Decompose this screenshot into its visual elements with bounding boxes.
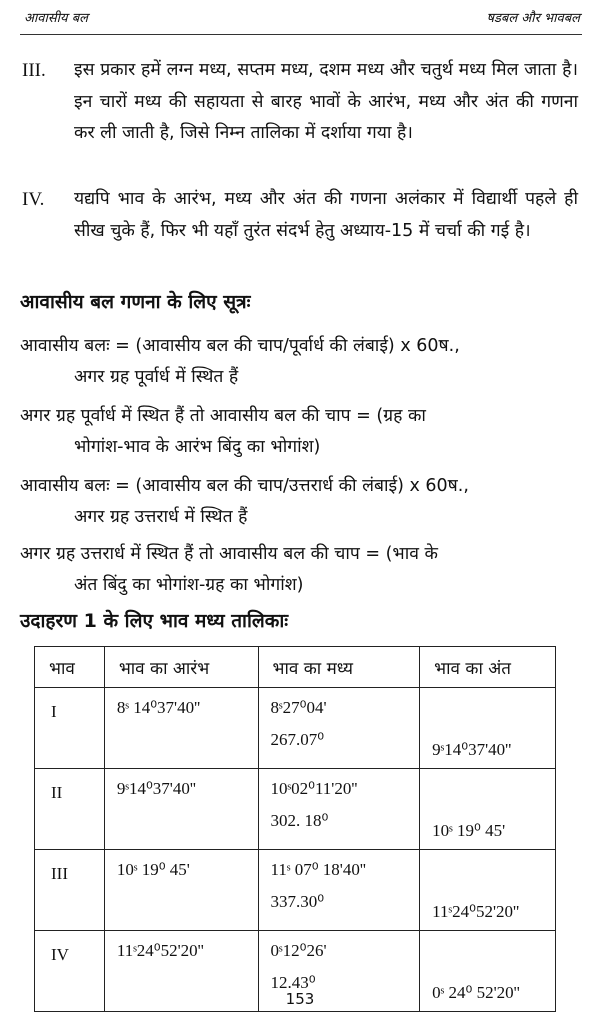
cell-end-value: 0ˢ 24⁰ 52'20'' xyxy=(432,983,520,1002)
bhava-madhya-table xyxy=(34,646,556,1012)
cell-mid-degrees: 337.30⁰ xyxy=(270,892,325,911)
header-left-title: आवासीय बल xyxy=(24,11,88,26)
formula-3 xyxy=(20,471,564,533)
formula-line-continued: अगर ग्रह पूर्वार्ध में स्थित हैं xyxy=(74,367,239,387)
cell-mid-value: 11ˢ 07⁰ 18'40'' xyxy=(270,860,366,879)
formula-line-continued: अगर ग्रह उत्तरार्ध में स्थित हैं xyxy=(74,507,248,527)
cell-bhava: IV xyxy=(35,931,105,1012)
table-header-row xyxy=(35,647,556,688)
cell-mid-value: 10ˢ02⁰11'20'' xyxy=(270,779,358,798)
formula-line-continued: भोगांश-भाव के आरंभ बिंदु का भोगांश) xyxy=(74,437,321,457)
cell-end xyxy=(420,850,556,931)
list-item-number: III. xyxy=(22,60,46,81)
cell-bhava: II xyxy=(35,769,105,850)
cell-mid xyxy=(258,688,420,769)
cell-start-value: 10ˢ 19⁰ 45' xyxy=(116,860,190,879)
column-header-mid: भाव का मध्य xyxy=(258,647,420,688)
formula-1 xyxy=(20,331,564,393)
formula-4 xyxy=(20,539,564,601)
cell-bhava: III xyxy=(35,850,105,931)
table-row xyxy=(35,688,556,769)
cell-mid-degrees: 12.43⁰ xyxy=(270,973,316,992)
header-right-title: षडबल और भावबल xyxy=(486,11,580,26)
cell-end-value: 10ˢ 19⁰ 45' xyxy=(432,821,506,840)
header-rule xyxy=(20,34,582,35)
column-header-end: भाव का अंत xyxy=(420,647,556,688)
table-row xyxy=(35,769,556,850)
cell-end xyxy=(420,688,556,769)
cell-end xyxy=(420,769,556,850)
page-number: 153 xyxy=(285,990,315,1008)
cell-end-value: 11ˢ24⁰52'20'' xyxy=(432,902,520,921)
cell-mid xyxy=(258,769,420,850)
formula-line: आवासीय बलः = (आवासीय बल की चाप/पूर्वार्ध की लंबाई) x 60ष., xyxy=(20,336,460,356)
formula-line: अगर ग्रह उत्तरार्ध में स्थित हैं तो आवासीय बल की चाप = (भाव के xyxy=(20,544,438,564)
formula-heading: आवासीय बल गणना के लिए सूत्रः xyxy=(20,291,251,313)
cell-start-value: 8ˢ 14⁰37'40'' xyxy=(116,698,201,717)
cell-start xyxy=(104,850,258,931)
cell-bhava: I xyxy=(35,688,105,769)
page-header xyxy=(24,8,580,32)
cell-mid xyxy=(258,850,420,931)
column-header-start: भाव का आरंभ xyxy=(104,647,258,688)
cell-start xyxy=(104,769,258,850)
list-item-number: IV. xyxy=(22,189,45,210)
cell-mid-value: 8ˢ27⁰04' xyxy=(270,698,327,717)
list-item-text: इस प्रकार हमें लग्न मध्य, सप्तम मध्य, दशम मध्य और चतुर्थ मध्य मिल जाता है। इन चारों मध्य की सहायता से बारह भावों के आरंभ, मध्य और अंत की गणना कर ली जाती है, जिसे निम्न तालिका में दर्शाया गया है। xyxy=(74,60,578,143)
cell-mid-value: 0ˢ12⁰26' xyxy=(270,941,327,960)
table-row xyxy=(35,850,556,931)
cell-start-value: 11ˢ24⁰52'20'' xyxy=(116,941,204,960)
formula-line-continued: अंत बिंदु का भोगांश-ग्रह का भोगांश) xyxy=(74,575,304,595)
formula-line: अगर ग्रह पूर्वार्ध में स्थित हैं तो आवासीय बल की चाप = (ग्रह का xyxy=(20,406,426,426)
column-header-bhava: भाव xyxy=(35,647,105,688)
table-heading: उदाहरण 1 के लिए भाव मध्य तालिकाः xyxy=(20,610,289,632)
cell-mid-degrees: 302. 18⁰ xyxy=(270,811,329,830)
cell-start-value: 9ˢ14⁰37'40'' xyxy=(116,779,196,798)
cell-mid-degrees: 267.07⁰ xyxy=(270,730,325,749)
cell-start xyxy=(104,688,258,769)
formula-2 xyxy=(20,401,564,463)
formula-line: आवासीय बलः = (आवासीय बल की चाप/उत्तरार्ध की लंबाई) x 60ष., xyxy=(20,476,469,496)
list-item-text: यद्यपि भाव के आरंभ, मध्य और अंत की गणना अलंकार में विद्यार्थी पहले ही सीख चुके हैं, फिर भी यहाँ तुरंत संदर्भ हेतु अध्याय-15 में चर्चा की गई है। xyxy=(74,189,578,241)
cell-end-value: 9ˢ14⁰37'40'' xyxy=(432,740,512,759)
